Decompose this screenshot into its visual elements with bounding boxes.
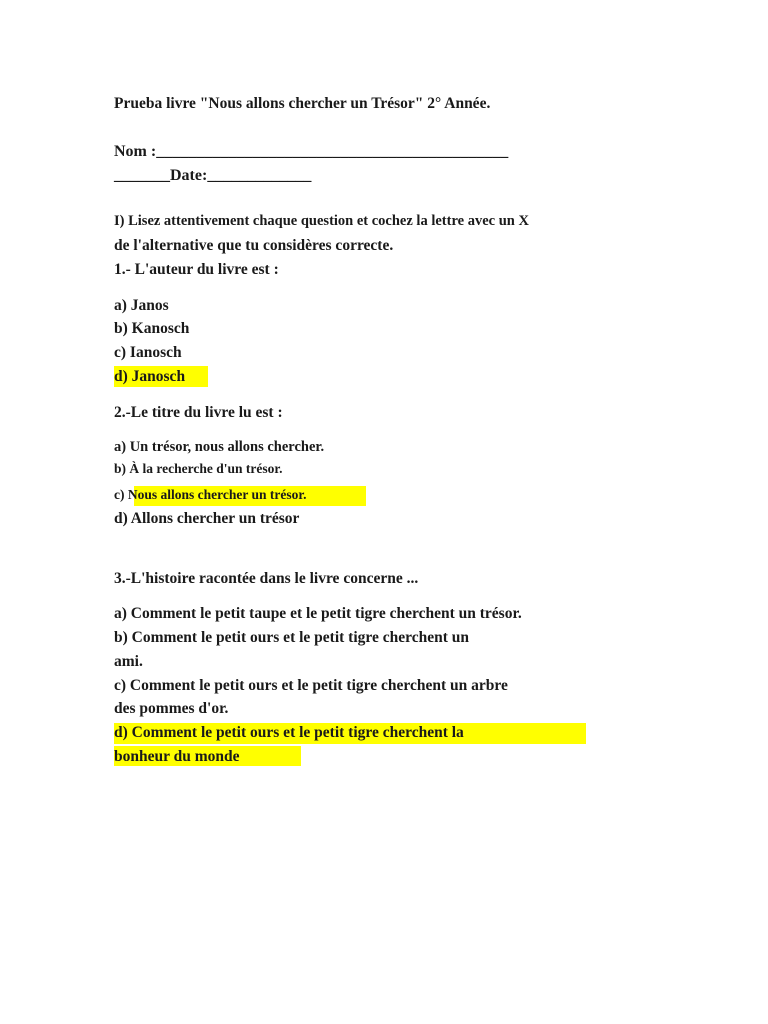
q2-option-b: b) À la recherche d'un trésor. — [114, 461, 283, 476]
question-2: 2.-Le titre du livre lu est : — [114, 404, 283, 421]
q3-option-d-line-2: bonheur du monde — [114, 748, 240, 765]
q3-option-b-line-2: ami. — [114, 653, 143, 670]
question-1: 1.- L'auteur du livre est : — [114, 261, 279, 278]
question-3: 3.-L'histoire racontée dans le livre concerne ... — [114, 570, 419, 587]
instructions-line-2: de l'alternative que tu considères correcte. — [114, 237, 394, 254]
q3-option-b-line-1: b) Comment le petit ours et le petit tigre cherchent un — [114, 629, 469, 646]
q3-option-c-line-1: c) Comment le petit ours et le petit tigre cherchent un arbre — [114, 677, 508, 694]
q2-option-a: a) Un trésor, nous allons chercher. — [114, 439, 325, 455]
instructions-line-1: I) Lisez attentivement chaque question et cochez la lettre avec un X — [114, 213, 529, 229]
q3-option-d-line-1: d) Comment le petit ours et le petit tigre cherchent la — [114, 724, 464, 741]
q2-option-c — [114, 488, 307, 502]
q3-option-a: a) Comment le petit taupe et le petit tigre cherchent un trésor. — [114, 605, 522, 622]
q1-option-b: b) Kanosch — [114, 320, 190, 337]
date-field-line: _______Date:_____________ — [114, 167, 312, 184]
q2-option-c-prefix: c) N — [114, 487, 138, 502]
q1-option-c: c) Ianosch — [114, 344, 182, 361]
page-title: Prueba livre "Nous allons chercher un Trésor" 2° Année. — [114, 95, 491, 112]
q2-option-c-rest: ous allons chercher un trésor. — [137, 487, 307, 502]
q1-option-d: d) Janosch — [114, 368, 186, 385]
q1-option-a: a) Janos — [114, 297, 169, 314]
q2-option-d: d) Allons chercher un trésor — [114, 510, 300, 527]
name-field-line: Nom :____________________________________________ — [114, 143, 509, 160]
q3-option-c-line-2: des pommes d'or. — [114, 700, 229, 717]
